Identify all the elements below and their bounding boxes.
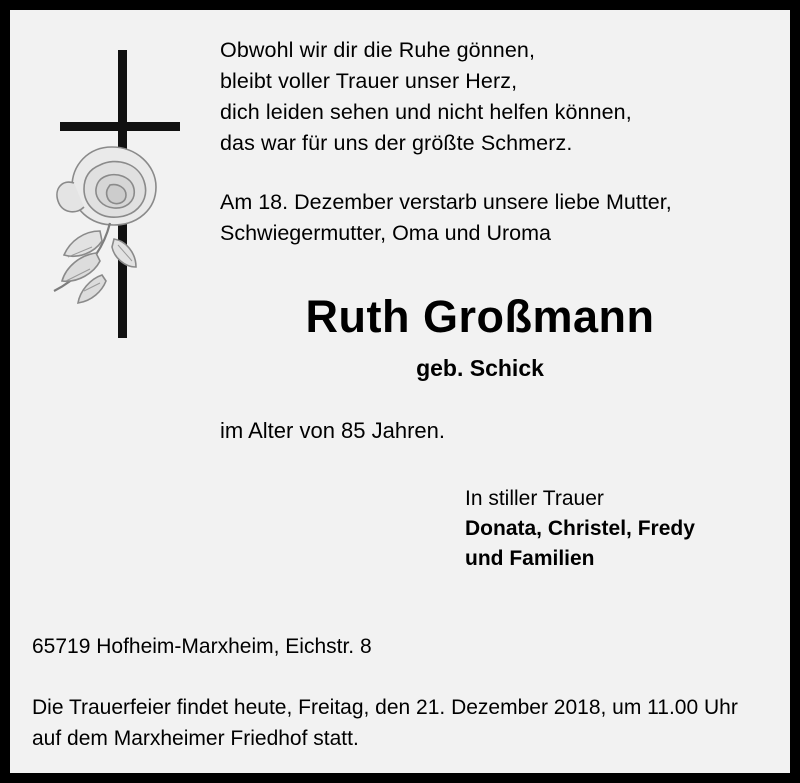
- poem-line: bleibt voller Trauer unser Herz,: [220, 69, 518, 93]
- age-line: im Alter von 85 Jahren.: [220, 418, 446, 443]
- announcement-line: Am 18. Dezember verstarb unsere liebe Mutter,: [220, 190, 672, 214]
- notice-footer: [32, 635, 772, 754]
- poem-line: dich leiden sehen und nicht helfen können,: [220, 100, 632, 124]
- cross-and-rose-graphic: [30, 40, 200, 340]
- poem-block: [220, 35, 740, 159]
- notice-text-column: [220, 35, 740, 574]
- maiden-name: geb. Schick: [416, 355, 544, 381]
- ceremony-block: [32, 692, 772, 754]
- poem-line: das war für uns der größte Schmerz.: [220, 131, 573, 155]
- mourners-names-line: Donata, Christel, Fredy: [465, 517, 695, 540]
- announcement-line: Schwiegermutter, Oma und Uroma: [220, 221, 551, 245]
- frame-border-right: [790, 0, 800, 783]
- rose-icon: [40, 135, 200, 310]
- poem-line: Obwohl wir dir die Ruhe gönnen,: [220, 38, 536, 62]
- address-line: 65719 Hofheim-Marxheim, Eichstr. 8: [32, 635, 372, 658]
- frame-border-left: [0, 0, 10, 783]
- ceremony-line: Die Trauerfeier findet heute, Freitag, den 21. Dezember 2018, um 11.00 Uhr: [32, 696, 738, 719]
- cross-icon-crossbar: [60, 122, 180, 131]
- frame-border-top: [0, 0, 800, 10]
- ceremony-line: auf dem Marxheimer Friedhof statt.: [32, 727, 359, 750]
- deceased-name: Ruth Großmann: [305, 291, 655, 342]
- mourners-label: In stiller Trauer: [465, 487, 604, 510]
- announcement-block: [220, 187, 740, 249]
- notice-inner-panel: [10, 10, 790, 773]
- frame-border-bottom: [0, 773, 800, 783]
- mourners-names-line: und Familien: [465, 547, 595, 570]
- mourners-block: [220, 484, 740, 574]
